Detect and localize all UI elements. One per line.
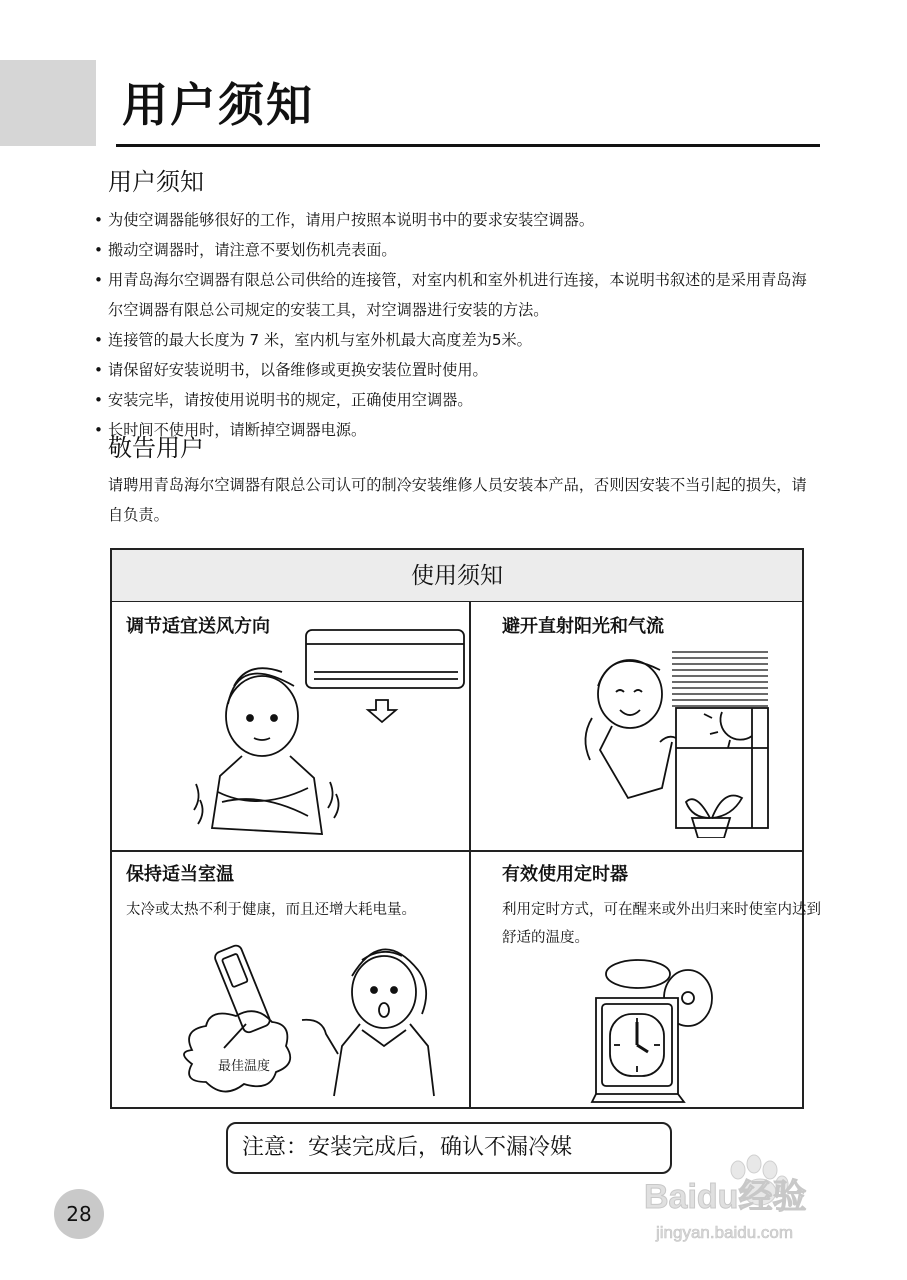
bubble-label: 最佳温度 (218, 1059, 271, 1074)
alarm-clock-icon (582, 954, 722, 1108)
list-item: • 搬动空调器时，请注意不要划伤机壳表面。 (94, 235, 814, 265)
watermark-brand: Baidu经验 (644, 1178, 807, 1216)
baidu-watermark (640, 1148, 876, 1248)
notice-list (94, 205, 814, 445)
cell-text-temperature: 太冷或太热不利于健康，而且还增大耗电量。 (126, 902, 416, 918)
list-item: • 安装完毕，请按使用说明书的规定，正确使用空调器。 (94, 385, 814, 415)
list-item: • 长时间不使用时，请断掉空调器电源。 (94, 415, 814, 445)
list-item: • 为使空调器能够很好的工作，请用户按照本说明书中的要求安装空调器。 (94, 205, 814, 235)
sunlight-illustration (572, 648, 792, 838)
cell-title-temperature: 保持适当室温 (126, 864, 234, 885)
cell-title-sunlight: 避开直射阳光和气流 (502, 616, 664, 637)
attention-note: 注意：安装完成后，确认不漏冷媒 (226, 1122, 672, 1174)
notice-heading: 用户须知 (108, 168, 204, 196)
list-item: • 用青岛海尔空调器有限总公司供给的连接管，对室内机和室外机进行连接，本说明书叙述的是采用青岛海尔空调器有限总公司规定的安装工具，对空调器进行安装的方法。 (94, 265, 814, 325)
airflow-illustration (182, 624, 472, 846)
cell-text-timer: 利用定时方式，可在醒来或外出归来时使室内达到舒适的温度。 (502, 902, 821, 946)
usage-notice-box (110, 548, 821, 1109)
warning-text: 请聘用青岛海尔空调器有限总公司认可的制冷安装维修人员安装本产品，否则因安装不当引起的损失，请自负责。 (108, 476, 807, 524)
cell-title-airflow: 调节适宜送风方向 (126, 616, 270, 637)
watermark-url: jingyan.baidu.com (656, 1223, 794, 1242)
remote-control-illustration (162, 920, 462, 1100)
page-title: 用户须知 (122, 78, 314, 132)
grid-divider-horizontal (112, 850, 802, 852)
section-tab-marker (0, 60, 96, 146)
cell-title-timer: 有效使用定时器 (502, 864, 628, 885)
list-item: • 请保留好安装说明书，以备维修或更换安装位置时使用。 (94, 355, 814, 385)
usage-box-title: 使用须知 (112, 550, 802, 602)
warning-heading: 敬告用户 (108, 434, 204, 462)
page-number: 28 (54, 1189, 104, 1239)
list-item: • 连接管的最大长度为 7 米，室内机与室外机最大高度差为5米。 (94, 325, 814, 355)
title-divider (116, 144, 820, 147)
